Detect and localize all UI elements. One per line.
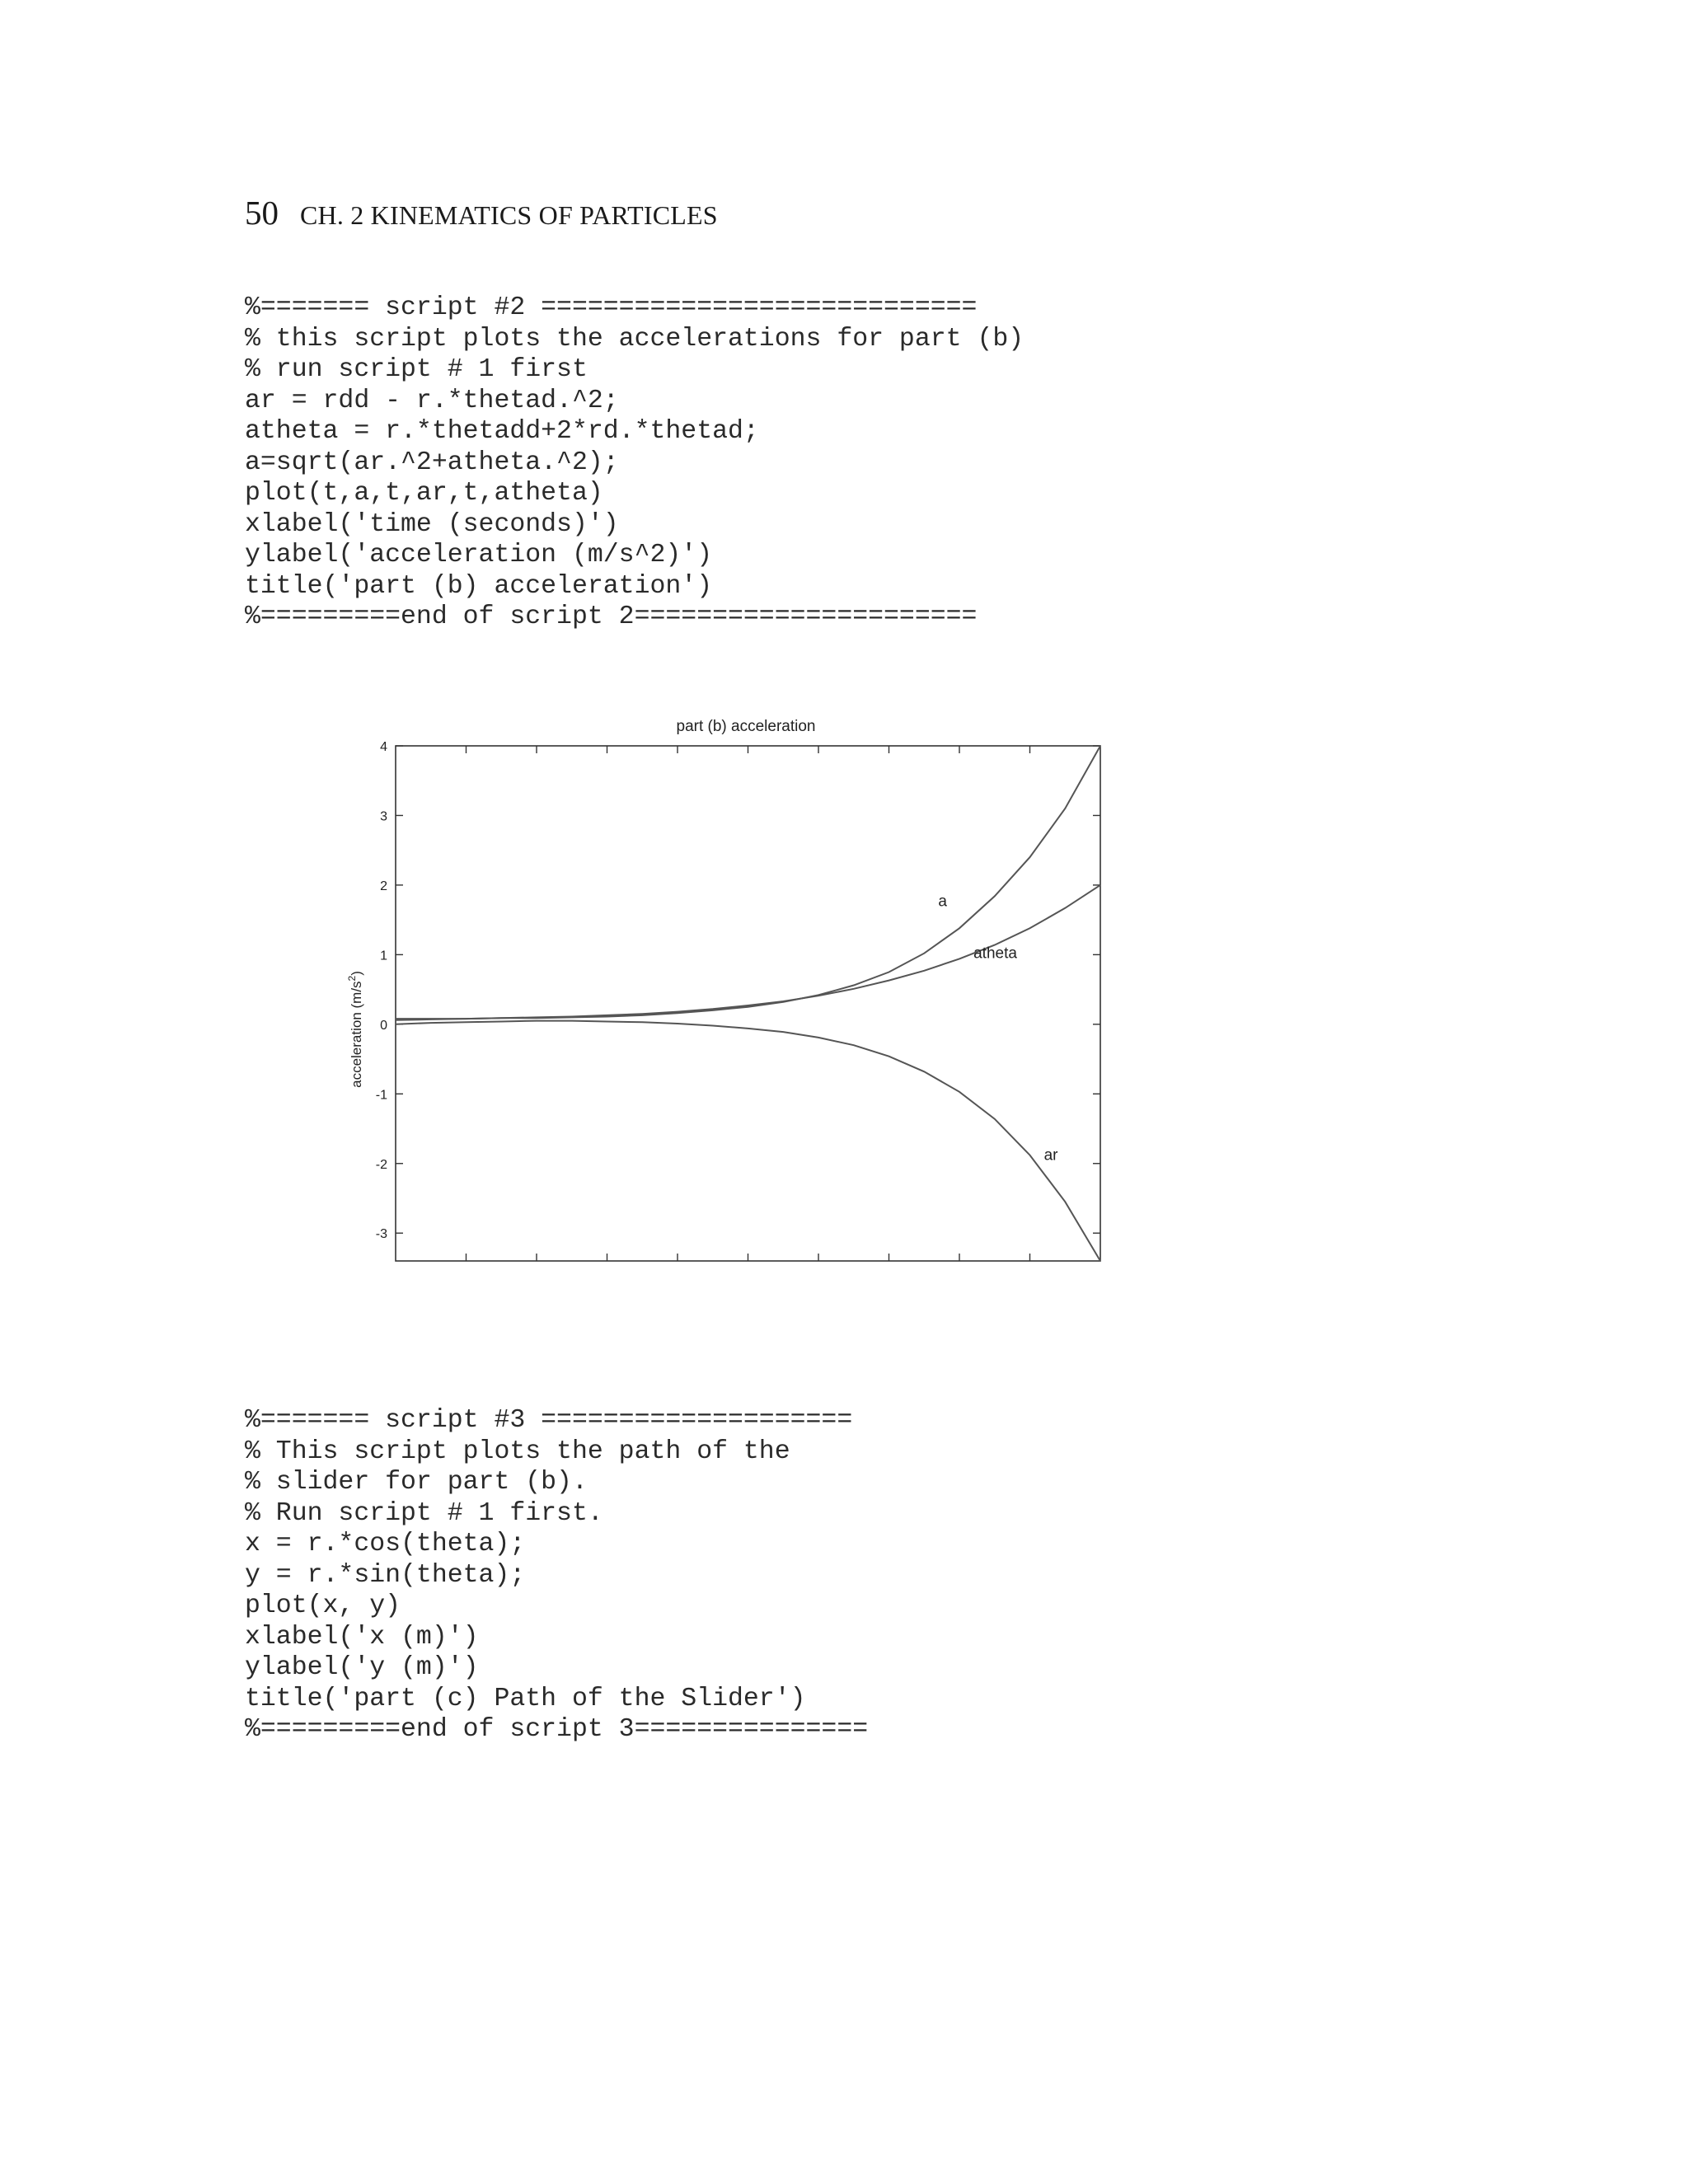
code-line: plot(x, y) <box>245 1591 401 1620</box>
acceleration-chart-svg <box>330 710 1121 1287</box>
y-tick-label: -3 <box>375 1227 387 1242</box>
series-line-a <box>396 746 1100 1019</box>
y-tick-label: 0 <box>380 1018 387 1033</box>
code-line: atheta = r.*thetadd+2*rd.*thetad; <box>245 417 759 446</box>
code-line: title('part (c) Path of the Slider') <box>245 1684 806 1713</box>
code-line: xlabel('time (seconds)') <box>245 509 619 539</box>
code-line: %=========end of script 3=============== <box>245 1715 869 1744</box>
y-tick-label: -2 <box>375 1157 387 1172</box>
code-line: title('part (b) acceleration') <box>245 571 713 601</box>
code-line: ar = rdd - r.*thetad.^2; <box>245 386 619 415</box>
curve-label-a: a <box>938 893 947 911</box>
code-line: %=========end of script 2====================== <box>245 602 978 631</box>
chapter-title: CH. 2 KINEMATICS OF PARTICLES <box>300 200 718 230</box>
code-line: % run script # 1 first <box>245 355 588 384</box>
curve-label-atheta: atheta <box>973 944 1017 963</box>
y-axis-label: acceleration $(m/s^2)$ <box>346 971 364 1088</box>
code-line: x = r.*cos(theta); <box>245 1530 526 1558</box>
code-line: ylabel('acceleration (m/s^2)') <box>245 541 713 569</box>
page-header <box>245 193 718 242</box>
series-line-ar <box>396 1021 1100 1261</box>
y-tick-label: 4 <box>380 740 387 754</box>
plot-frame <box>396 746 1100 1261</box>
code-line: % this script plots the accelerations for part (b) <box>245 324 1025 354</box>
code-line: % Run script # 1 first. <box>245 1498 603 1528</box>
y-tick-label: 2 <box>380 879 387 893</box>
code-line: %======= script #2 ============================ <box>245 293 978 322</box>
y-tick-label: -1 <box>375 1088 387 1103</box>
code-line: ylabel('y (m)') <box>245 1653 479 1682</box>
acceleration-chart <box>330 710 1121 1287</box>
code-line: %======= script #3 ==================== <box>245 1406 853 1435</box>
code-line: a=sqrt(ar.^2+atheta.^2); <box>245 448 619 477</box>
y-tick-label: 3 <box>380 809 387 824</box>
curve-label-ar: ar <box>1043 1146 1058 1165</box>
code-line: % This script plots the path of the <box>245 1436 790 1466</box>
code-line: xlabel('x (m)') <box>245 1622 479 1652</box>
y-tick-label: 1 <box>380 949 387 963</box>
code-line: y = r.*sin(theta); <box>245 1560 526 1590</box>
chart-title: part (b) acceleration <box>676 718 816 735</box>
page-number: 50 <box>245 194 279 232</box>
code-line: plot(t,a,t,ar,t,atheta) <box>245 479 603 508</box>
script-2-code <box>245 293 1024 633</box>
script-3-code <box>245 1405 868 1746</box>
code-line: % slider for part (b). <box>245 1468 588 1497</box>
